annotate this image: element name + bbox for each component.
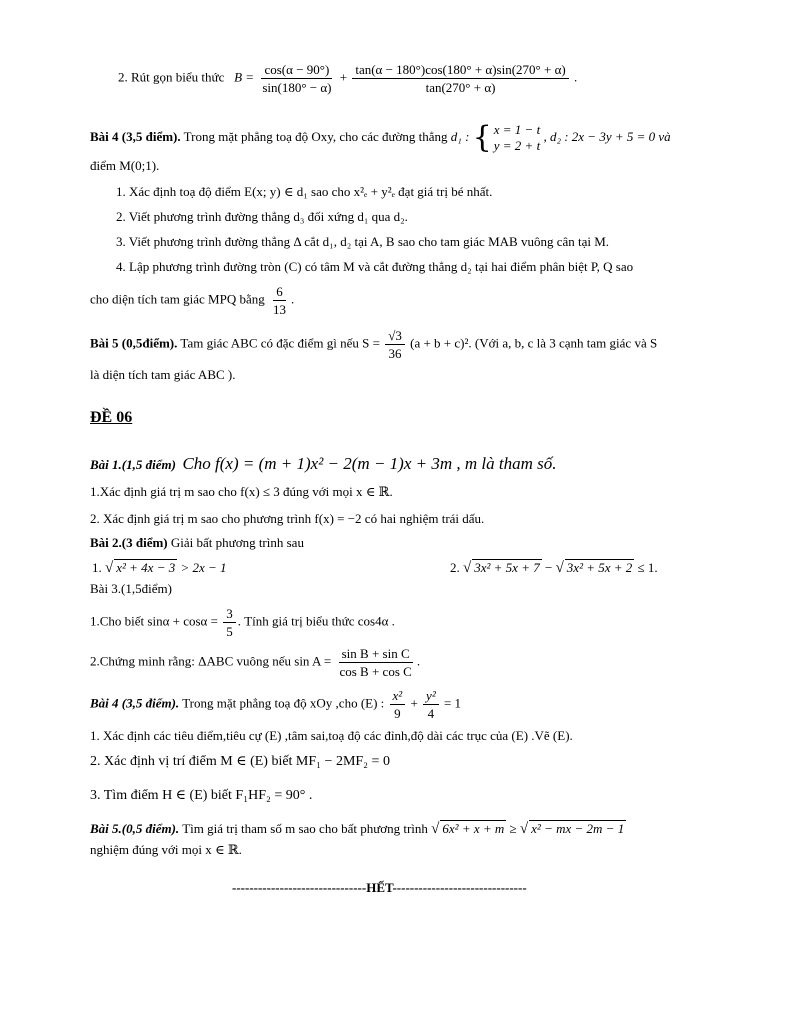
section-heading: Bài 2.(3 điểm) [90, 535, 168, 550]
de06-bai1-q1: 1.Xác định giá trị m sao cho f(x) ≤ 3 đúng với mọi x ∈ ℝ. [90, 484, 393, 499]
bai4-q4-cont: cho diện tích tam giác MPQ bằng $\frac{6}{13}$ . [90, 284, 295, 317]
exam-title: ĐỀ 06 [90, 409, 133, 426]
section-heading: Bài 5.(0,5 điểm). [90, 821, 180, 836]
bai5-text3: là diện tích tam giác ABC ). [90, 367, 236, 382]
de06-bai1-line: Bài 1.(1,5 điểm) Cho f(x) = (m + 1)x² − 2(m − 1)x + 3m , m là tham số. [90, 454, 557, 473]
bai4-intro2: điểm M(0;1). [90, 158, 160, 173]
de06-bai2-line: Bài 2.(3 điểm) Giải bất phương trình sau [90, 535, 304, 550]
area-fraction: $\frac{6}{13}$ [273, 284, 286, 317]
de06-bai3-q2: 2.Chứng minh rằng: ΔABC vuông nếu sin A = $\frac{\text{sin B + sin C}}{\text{cos B + cos C}}$ . [90, 646, 421, 679]
de06-bai4-q1: 1. Xác định các tiêu điểm,tiêu cự (E) ,tâm sai,toạ độ các đỉnh,độ dài các trục của (E) .Vẽ (E). [90, 728, 573, 743]
de06-bai1-q2: 2. Xác định giá trị m sao cho phương trình f(x) = −2 có hai nghiệm trái dấu. [90, 511, 485, 526]
fraction-2: $\frac{\tan(\alpha - 180^\circ)\cos(180^\circ + \alpha)\sin(270^\circ + \alpha)}{\tan(270^\circ + \alpha)}$ [352, 62, 568, 95]
bai4-header-line: Bài 4 (3,5 điểm). Trong mặt phẳng toạ độ Oxy, cho các đường thẳng d₁ : { x = 1 − t y = 2 + t , d₂ : 2x − 3y + 5 = 0 và [90, 120, 671, 155]
de06-bai5-text2: nghiệm đúng với mọi x ∈ ℝ. [90, 842, 242, 857]
simplify-expression-line: 2. Rút gọn biểu thức B = $\frac{\cos(\alpha - 90^\circ)}{\sin(180^\circ - \alpha)}$ + $\frac{\tan(\alpha - 180^\circ)\cos(180^\circ + \alpha)\sin(270^\circ + \alpha)}{\tan(270^\circ + \alpha)}$ . [118, 62, 578, 95]
bai4-q2: 2. Viết phương trình đường thẳng d₃ đối xứng d₁ qua d₂. [116, 209, 408, 224]
bai4-q3: 3. Viết phương trình đường thẳng Δ cắt d₁, d₂ tại A, B sao cho tam giác MAB vuông cân tại M. [116, 234, 610, 249]
bai4-q4: 4. Lập phương trình đường tròn (C) có tâm M và cắt đường thẳng d₂ tại hai điểm phân biệt P, Q sao [116, 259, 634, 274]
de06-bai4-q3: 3. Tìm điểm H ∈ (E) biết F₁HF₂ = 90° . [90, 788, 313, 803]
fraction-1: $\frac{\cos(\alpha - 90^\circ)}{\sin(180^\circ - \alpha)}$ [262, 62, 332, 95]
section-heading: Bài 1.(1,5 điểm) [90, 457, 176, 472]
item-label: 2. Rút gọn biểu thức [118, 69, 225, 85]
end-marker: -------------------------------HẾT------------------------------- [232, 880, 527, 895]
section-heading: Bài 4 (3,5 điểm). [90, 128, 181, 144]
equation-system: { x = 1 − t y = 2 + t [472, 120, 541, 155]
expr-lhs: B = [234, 69, 255, 85]
de06-bai4-q2: 2. Xác định vị trí điểm M ∈ (E) biết MF₁ − 2MF₂ = 0 [90, 754, 390, 769]
section-heading: Bài 5 (0,5điểm). [90, 335, 178, 351]
de06-bai2-q2: 2. √ 3x² + 5x + 7 − √ 3x² + 5x + 2 ≤ 1. [450, 560, 658, 576]
de06-bai3-q1: 1.Cho biết sinα + cosα = $\frac{3}{5}$ . Tính giá trị biểu thức cos4α . [90, 606, 395, 639]
de06-bai5-line: Bài 5.(0,5 điểm). Tìm giá trị tham số m sao cho bất phương trình √ 6x² + x + m ≥ √ x² − mx − 2m − 1 [90, 821, 625, 837]
bai4-q1: 1. Xác định toạ độ điểm E(x; y) ∈ d₁ sao cho x²ₑ + y²ₑ đạt giá trị bé nhất. [116, 184, 493, 199]
de06-bai2-q1: 1. √ x² + 4x − 3 > 2x − 1 [92, 560, 227, 576]
de06-bai4-line: Bài 4 (3,5 điểm). Trong mặt phẳng toạ độ xOy ,cho (E) : $\frac{\text{x²}}{9}$ + $\frac{\text{y²}}{4}$ = 1 [90, 688, 462, 721]
section-heading: Bài 4 (3,5 điểm). [90, 695, 180, 711]
de06-bai3-heading: Bài 3.(1,5điểm) [90, 581, 172, 596]
bai5-line: Bài 5 (0,5điểm). Tam giác ABC có đặc điểm gì nếu S = $\frac{√3}{36}$ (a + b + c)². (Với a, b, c là 3 cạnh tam giác và S [90, 328, 658, 361]
sqrt3-fraction: $\frac{√3}{36}$ [385, 328, 405, 361]
